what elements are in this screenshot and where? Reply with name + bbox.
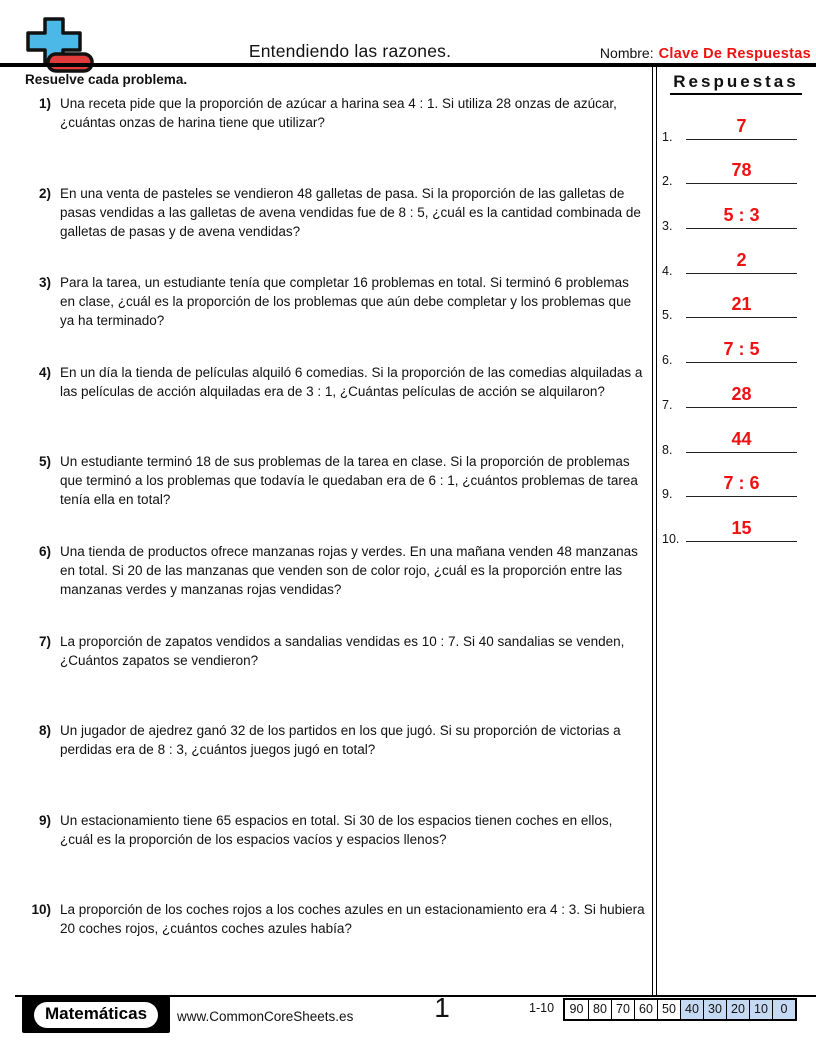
- problem-number: 2): [38, 185, 51, 201]
- problem-number: 1): [38, 96, 51, 111]
- problem-text: En una venta de pasteles se vendieron 48 galletas de pasa. Si la proporción de las galletas de pasas vendidas a las galletas de avena vendidas fue de 8 : 5, ¿cuál es la cantidad combinada de galletas de pasas y de avena vendidas?: [60, 185, 641, 239]
- answers-header: [660, 72, 812, 95]
- brand-label: Matemáticas: [34, 1002, 158, 1028]
- score-cell: 60: [634, 1000, 657, 1019]
- problem-item: [25, 273, 647, 363]
- answer-value: 7 : 5: [723, 339, 760, 360]
- problems-list: [25, 94, 647, 990]
- brand-badge: [22, 996, 170, 1033]
- answer-number: 7.: [662, 397, 673, 412]
- problem-item: [25, 363, 647, 453]
- answer-number: 4.: [662, 263, 673, 278]
- answer-value: 7 : 6: [723, 473, 760, 494]
- problem-item: [25, 452, 647, 542]
- score-cell: 70: [611, 1000, 634, 1019]
- problem-text: Un estudiante terminó 18 de sus problemas de la tarea en clase. Si la proporción de problemas que terminó a los problemas que todavía le quedaban era de 6 : 1, ¿cuántos problemas de tarea tenía ella en total?: [60, 454, 638, 508]
- answer-item: [658, 461, 812, 506]
- problem-number: 9): [38, 812, 51, 828]
- problem-item: [25, 811, 647, 901]
- answer-value: 78: [731, 160, 752, 181]
- problem-number: 7): [38, 633, 51, 649]
- problem-text: La proporción de los coches rojos a los coches azules en un estacionamiento era 4 : 3. Si hubiera 20 coches rojos, ¿cuántos coches azules había?: [60, 902, 645, 937]
- score-table: [563, 998, 797, 1021]
- header-divider: [0, 63, 816, 67]
- answer-item: [658, 282, 812, 327]
- score-cell: 80: [588, 1000, 611, 1019]
- answer-value: 15: [731, 517, 752, 538]
- score-cell: 10: [749, 1000, 772, 1019]
- problem-text: Una tienda de productos ofrece manzanas rojas y verdes. En una mañana venden 48 manzanas en total. Si 20 de las manzanas que venden son de color rojo, ¿cuál es la proporción entre las manzanas verdes y manzanas rojas vendidas?: [60, 543, 638, 597]
- problem-number: 8): [38, 723, 51, 739]
- answer-blank-line: [686, 183, 797, 184]
- name-row: [600, 45, 811, 63]
- column-divider: [652, 64, 657, 997]
- answer-blank-line: [686, 273, 797, 274]
- answer-item: [658, 103, 812, 148]
- score-cell: 30: [703, 1000, 726, 1019]
- answer-item: [658, 326, 812, 371]
- problem-number: 4): [38, 364, 51, 380]
- answer-number: 10.: [662, 531, 680, 546]
- score-cell: 20: [726, 1000, 749, 1019]
- score-range-label: 1-10: [529, 1001, 555, 1015]
- problem-text: Una receta pide que la proporción de azúcar a harina sea 4 : 1. Si utiliza 28 onzas de azúcar, ¿cuántas onzas de harina tiene que utilizar?: [60, 96, 617, 130]
- answer-number: 9.: [662, 487, 673, 502]
- answer-blank-line: [686, 541, 797, 542]
- answers-title: Respuestas: [670, 72, 801, 95]
- problem-text: Para la tarea, un estudiante tenía que completar 16 problemas en total. Si terminó 6 problemas en clase, ¿cuál es la proporción de los problemas que aún debe completar y los problemas que ya ha terminado?: [60, 275, 632, 329]
- answer-value: 44: [731, 428, 752, 449]
- answer-value: 21: [731, 294, 752, 315]
- score-cell: 50: [657, 1000, 680, 1019]
- answer-blank-line: [686, 317, 797, 318]
- answer-blank-line: [686, 139, 797, 140]
- problem-number: 5): [38, 454, 51, 470]
- name-label: Nombre:: [599, 45, 654, 61]
- problem-item: [25, 184, 647, 274]
- answer-value: 5 : 3: [723, 205, 760, 226]
- answer-value: 28: [731, 383, 752, 404]
- answer-number: 2.: [662, 174, 673, 189]
- website-link[interactable]: www.CommonCoreSheets.es: [177, 1009, 354, 1024]
- problem-number: 10): [31, 902, 51, 918]
- instruction-text: Resuelve cada problema.: [25, 72, 188, 87]
- name-value: Clave De Respuestas: [658, 46, 811, 62]
- answer-number: 6.: [662, 353, 673, 368]
- problem-item: [25, 542, 647, 632]
- answer-number: 8.: [662, 442, 673, 457]
- problem-text: Un jugador de ajedrez ganó 32 de los partidos en los que jugó. Si su proporción de victorias a perdidas era de 8 : 3, ¿cuántos juegos jugó en total?: [60, 723, 621, 758]
- answer-blank-line: [686, 228, 797, 229]
- problem-text: La proporción de zapatos vendidos a sandalias vendidas es 10 : 7. Si 40 sandalias se venden, ¿Cuántos zapatos se vendieron?: [60, 633, 625, 668]
- answer-number: 5.: [662, 308, 673, 323]
- answers-list: [658, 103, 812, 550]
- problem-text: Un estacionamiento tiene 65 espacios en total. Si 30 de los espacios tienen coches en ellos, ¿cuál es la proporción de los espacios vacíos y espacios llenos?: [60, 812, 613, 847]
- problem-item: [25, 900, 647, 990]
- answer-number: 3.: [662, 219, 673, 234]
- answer-item: [658, 148, 812, 193]
- answer-value: 2: [736, 249, 747, 270]
- answer-blank-line: [686, 362, 797, 363]
- answer-value: 7: [736, 115, 747, 136]
- page-title: Entendiendo las razones.: [248, 41, 452, 61]
- answer-blank-line: [686, 407, 797, 408]
- score-cell: 0: [772, 1000, 795, 1019]
- answer-item: [658, 237, 812, 282]
- problem-number: 6): [38, 543, 51, 559]
- problem-item: [25, 632, 647, 722]
- problem-item: [25, 721, 647, 811]
- page-number: 1: [434, 992, 450, 1023]
- score-cell: 40: [680, 1000, 703, 1019]
- answer-blank-line: [686, 496, 797, 497]
- score-cell: 90: [569, 1002, 584, 1016]
- answer-item: [658, 192, 812, 237]
- answer-number: 1.: [662, 129, 673, 144]
- answer-blank-line: [686, 452, 797, 453]
- answer-item: [658, 505, 812, 550]
- problem-number: 3): [38, 275, 51, 291]
- problem-text: En un día la tienda de películas alquiló 6 comedias. Si la proporción de las comedias alquiladas a las películas de acción alquiladas era de 3 : 1, ¿Cuántas películas de acción se alquilaron?: [60, 364, 643, 399]
- problem-item: [25, 94, 647, 184]
- answer-item: [658, 371, 812, 416]
- answer-item: [658, 416, 812, 461]
